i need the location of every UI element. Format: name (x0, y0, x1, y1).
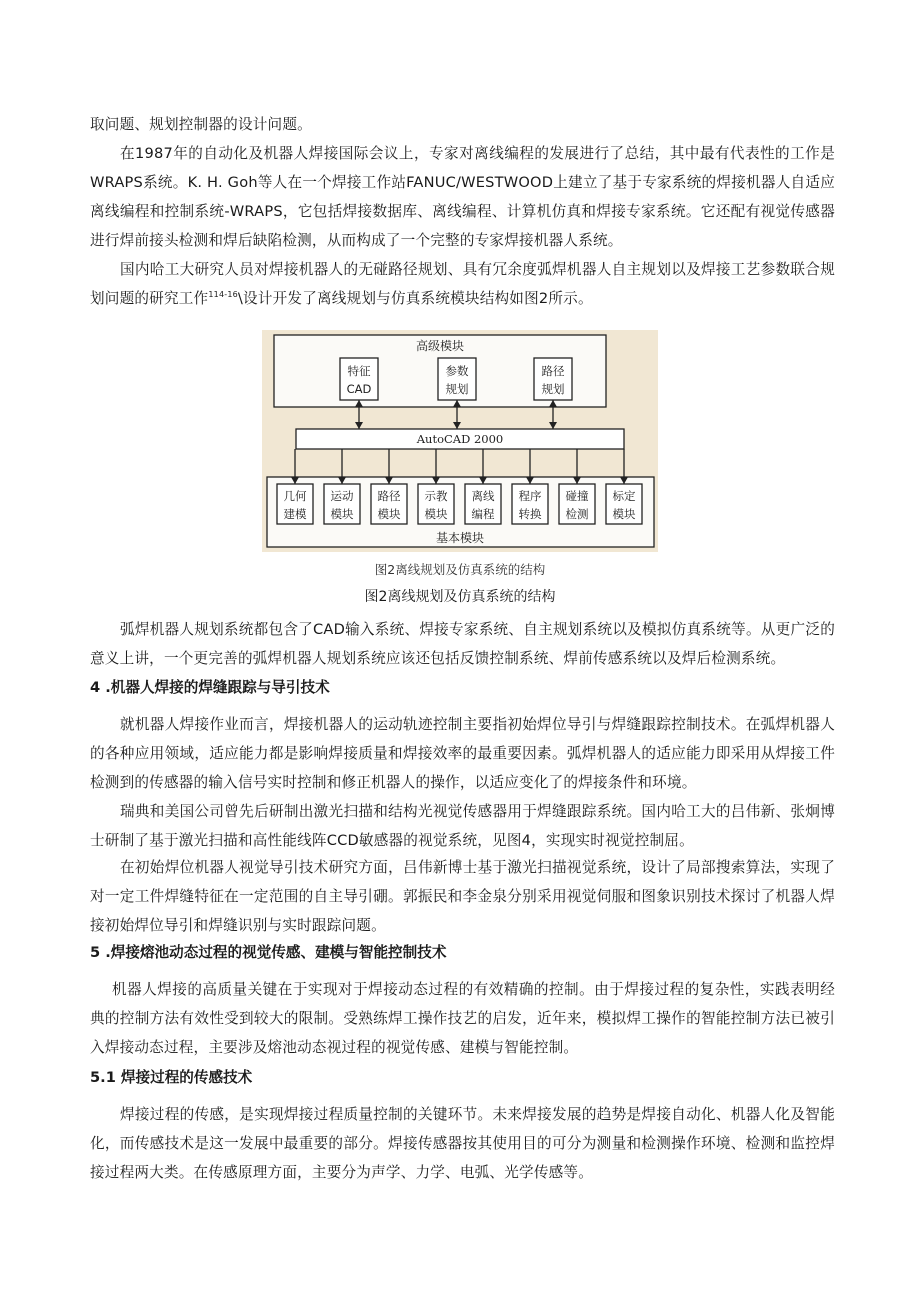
paragraph-2-tail: \设计开发了离线规划与仿真系统模块结构如图2所示。 (237, 290, 593, 307)
bottom-module-2-line1: 运动 (330, 489, 354, 503)
bottom-module-8-line2: 模块 (612, 507, 636, 521)
bottom-module-4-line1: 示教 (424, 489, 448, 503)
section-heading-5: 5 .焊接熔池动态过程的视觉传感、建模与智能控制技术 (90, 944, 447, 961)
paragraph-6: 在初始焊位机器人视觉导引技术研究方面，吕伟新博士基于激光扫描视觉系统，设计了局部搜索算法，实现了对一定工件焊缝特征在一定范围的自主导引硼。郭振民和李金泉分别采用视觉伺服和图象识别技术探讨了机器人焊接初始焊位导引和焊缝识别与实时跟踪问题。 (90, 859, 835, 934)
top-module-1-line2: CAD (346, 382, 372, 396)
top-module-1-line1: 特征 (347, 364, 371, 378)
bottom-module-7-line2: 检测 (565, 507, 589, 521)
citation-superscript: 114-16 (208, 290, 238, 300)
bottom-module-4-line2: 模块 (424, 507, 448, 521)
figure-caption-small: 图2离线规划及仿真系统的结构 (374, 562, 546, 577)
top-module-3-line2: 规划 (541, 382, 565, 396)
paragraph-0: 取问题、规划控制器的设计问题。 (90, 116, 312, 133)
paragraph-7: 机器人焊接的高质量关键在于实现对于焊接动态过程的有效精确的控制。由于焊接过程的复杂性，实践表明经典的控制方法有效性受到较大的限制。受熟练焊工操作技艺的启发，近年来，模拟焊工操作的智能控制方法已被引入焊接动态过程，主要涉及熔池动态视过程的视觉传感、建模与智能控制。 (90, 981, 835, 1056)
bottom-container-title: 基本模块 (435, 531, 485, 545)
bottom-module-3-line1: 路径 (377, 489, 401, 503)
bus-label: AutoCAD 2000 (416, 432, 504, 446)
paragraph-8: 焊接过程的传感，是实现焊接过程质量控制的关键环节。未来焊接发展的趋势是焊接自动化、机器人化及智能化，而传感技术是这一发展中最重要的部分。焊接传感器按其使用目的可分为测量和检测操作环境、检测和监控焊接过程两大类。在传感原理方面，主要分为声学、力学、电弧、光学传感等。 (90, 1106, 835, 1181)
paragraph-2-text: 国内哈工大研究人员对焊接机器人的无碰路径规划、具有冗余度弧焊机器人自主规划以及焊接工艺参数联合规划问题的研究工作 (90, 261, 835, 307)
bottom-module-6-line1: 程序 (518, 489, 542, 503)
paragraph-4: 就机器人焊接作业而言，焊接机器人的运动轨迹控制主要指初始焊位导引与焊缝跟踪控制技术。在弧焊机器人的各种应用领域，适应能力都是影响焊接质量和焊接效率的最重要因素。弧焊机器人的适应能力即采用从焊接工件检测到的传感器的输入信号实时控制和修正机器人的操作，以适应变化了的焊接条件和环境。 (90, 716, 835, 791)
bottom-module-1-line2: 建模 (283, 507, 307, 521)
section-heading-5-1: 5.1 焊接过程的传感技术 (90, 1069, 253, 1086)
paragraph-2 (90, 255, 835, 313)
section-heading-4: 4 .机器人焊接的焊缝跟踪与导引技术 (90, 679, 330, 696)
bottom-module-5-line2: 编程 (471, 507, 495, 521)
top-module-3-line1: 路径 (541, 364, 565, 378)
bottom-module-5-line1: 离线 (471, 489, 495, 503)
paragraph-1: 在1987年的自动化及机器人焊接国际会议上，专家对离线编程的发展进行了总结，其中最有代表性的工作是WRAPS系统。K. H. Goh等人在一个焊接工作站FANUC/WESTWOOD上建立了基于专家系统的焊接机器人自适应离线编程和控制系统-WRAPS，它包括焊接数据库、离线编程、计算机仿真和焊接专家系统。它还配有视觉传感器进行焊前接头检测和焊后缺陷检测，从而构成了一个完整的专家焊接机器人系统。 (90, 145, 835, 249)
figure-2-diagram (262, 330, 658, 552)
bottom-module-6-line2: 转换 (518, 507, 542, 521)
top-module-2-line2: 规划 (445, 382, 469, 396)
paragraph-3: 弧焊机器人规划系统都包含了CAD输入系统、焊接专家系统、自主规划系统以及模拟仿真系统等。从更广泛的意义上讲，一个更完善的弧焊机器人规划系统应该还包括反馈控制系统、焊前传感系统以及焊后检测系统。 (90, 621, 835, 667)
top-module-2-line1: 参数 (445, 364, 469, 378)
paragraph-5: 瑞典和美国公司曾先后研制出激光扫描和结构光视觉传感器用于焊缝跟踪系统。国内哈工大的吕伟新、张炯博士研制了基于激光扫描和高性能线阵CCD敏感器的视觉系统，见图4，实现实时视觉控制屈。 (90, 803, 835, 849)
bottom-module-8-line1: 标定 (612, 489, 636, 503)
bottom-module-2-line2: 模块 (330, 507, 354, 521)
figure-caption: 图2离线规划及仿真系统的结构 (364, 589, 556, 605)
top-container-title: 高级模块 (415, 339, 465, 353)
bottom-module-3-line2: 模块 (377, 507, 401, 521)
bottom-module-7-line1: 碰撞 (565, 489, 589, 503)
bottom-module-1-line1: 几何 (283, 489, 307, 503)
